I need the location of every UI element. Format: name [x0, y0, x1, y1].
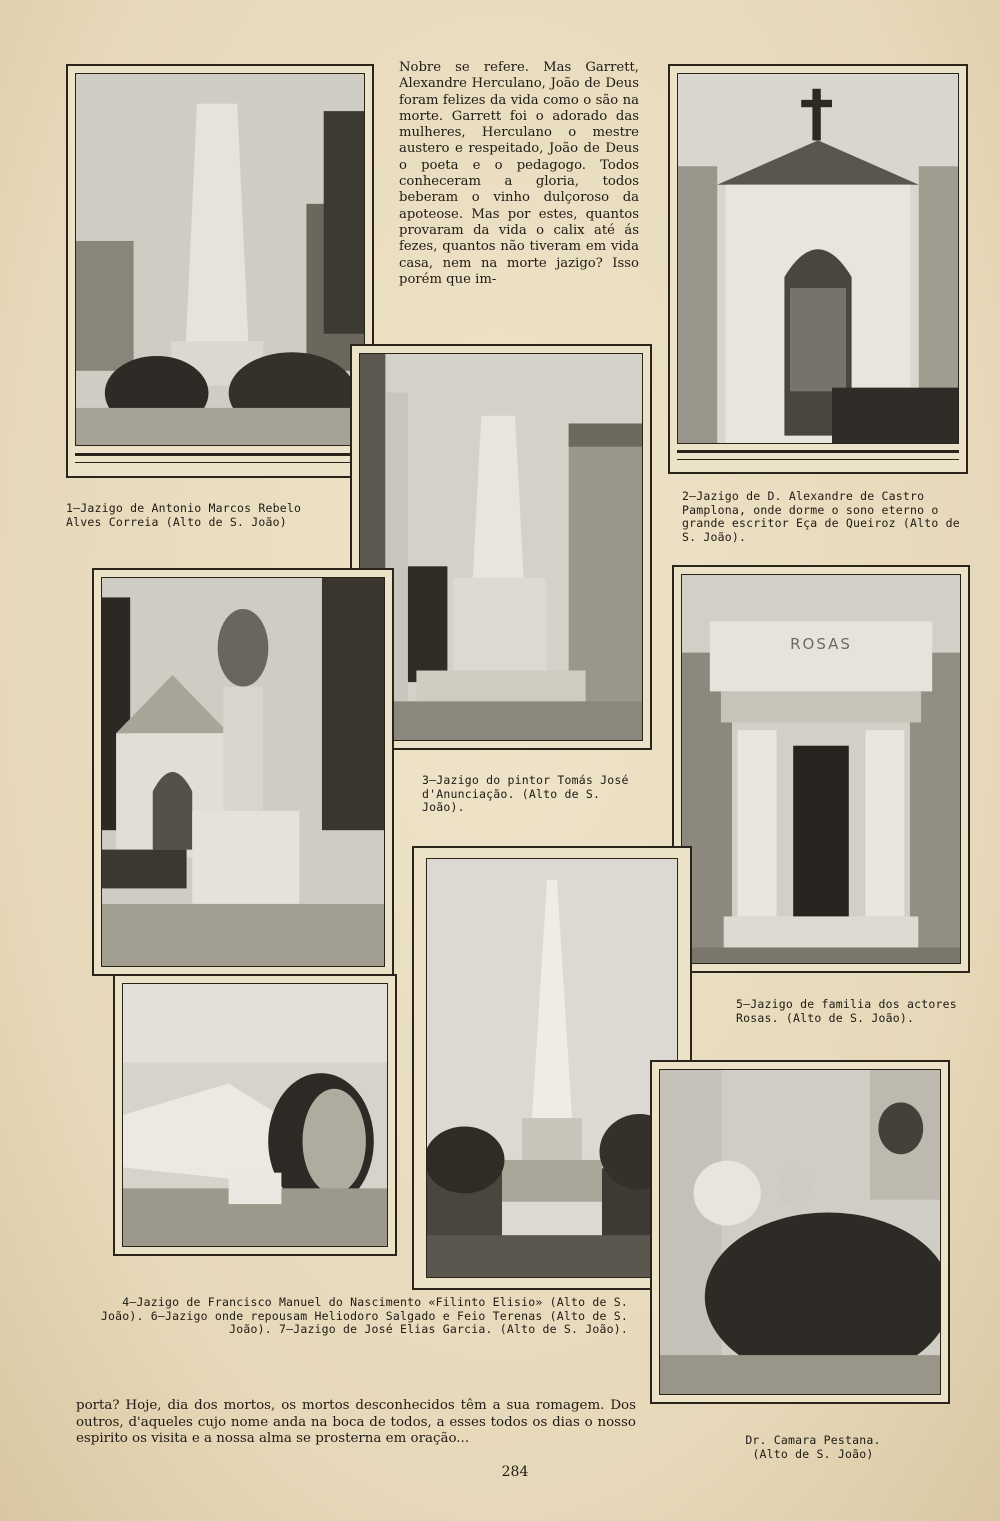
photo-frame-4: [92, 568, 394, 976]
photo-frame-8: [650, 1060, 950, 1404]
photo-frame-3: [350, 344, 652, 750]
photo-frame-5: [672, 565, 970, 973]
photo-urn-monument: [102, 578, 384, 966]
photo-camara-pestana: [660, 1070, 940, 1394]
caption-4-6-7: 4—Jazigo de Francisco Manuel do Nascimento «Filinto Elisio» (Alto de S. João). 6—Jazigo onde repousam Heliodoro Salgado e Feio Terenas (Alto de S. João). 7—Jazigo de José Elias Garcia. (Alto de S. João).: [100, 1295, 628, 1336]
caption-3: 3—Jazigo do pintor Tomás José d'Anunciação. (Alto de S. João).: [422, 773, 629, 814]
caption-2: 2—Jazigo de D. Alexandre de Castro Pamplona, onde dorme o sono eterno o grande escritor Eça de Queiroz (Alto de S. João).: [682, 489, 960, 544]
photo-filinto-elisio-obelisk: [427, 859, 677, 1277]
rosas-inscription: ROSAS: [790, 635, 852, 653]
article-closing-text: porta? Hoje, dia dos mortos, os mortos desconhecidos têm a sua romagem. Dos outros, d'aqueles cujo nome anda na boca de todos, a esses todos os dias o nosso espirito os visita e a nossa alma se prosterna em oração...: [76, 1398, 636, 1446]
photo-chapel-cross: [678, 74, 958, 443]
caption-1: 1—Jazigo de Antonio Marcos Rebelo Alves Correia (Alto de S. João): [66, 501, 302, 529]
photo-frame-1: [66, 64, 374, 478]
article-column-text: Nobre se refere. Mas Garrett, Alexandre Herculano, João de Deus foram felizes da vida como o são na morte. Garrett foi o adorado das mulheres, Herculano o mestre austero e respeitado, João de Deus o poeta e o pedagogo. Todos conheceram a gloria, todos beberam o vinho dulçoroso da apoteose. Mas por estes, quantos provaram da vida o calix até ás fezes, quantos não tiveram em vida casa, nem na morte jazigo? Isso porém que im-: [399, 60, 639, 287]
photo-monument-obelisk: [76, 74, 364, 445]
caption-8: Dr. Camara Pestana. (Alto de S. João): [745, 1433, 881, 1461]
caption-5: 5—Jazigo de familia dos actores Rosas. (Alto de S. João).: [736, 997, 957, 1025]
photo-wreath-tomb: [123, 984, 387, 1246]
photo-frame-7: [113, 974, 397, 1256]
photo-frame-2: [668, 64, 968, 474]
page-number: 284: [501, 1464, 529, 1480]
photo-rosas-tomb: [682, 575, 960, 963]
photo-painter-monument: [360, 354, 642, 740]
